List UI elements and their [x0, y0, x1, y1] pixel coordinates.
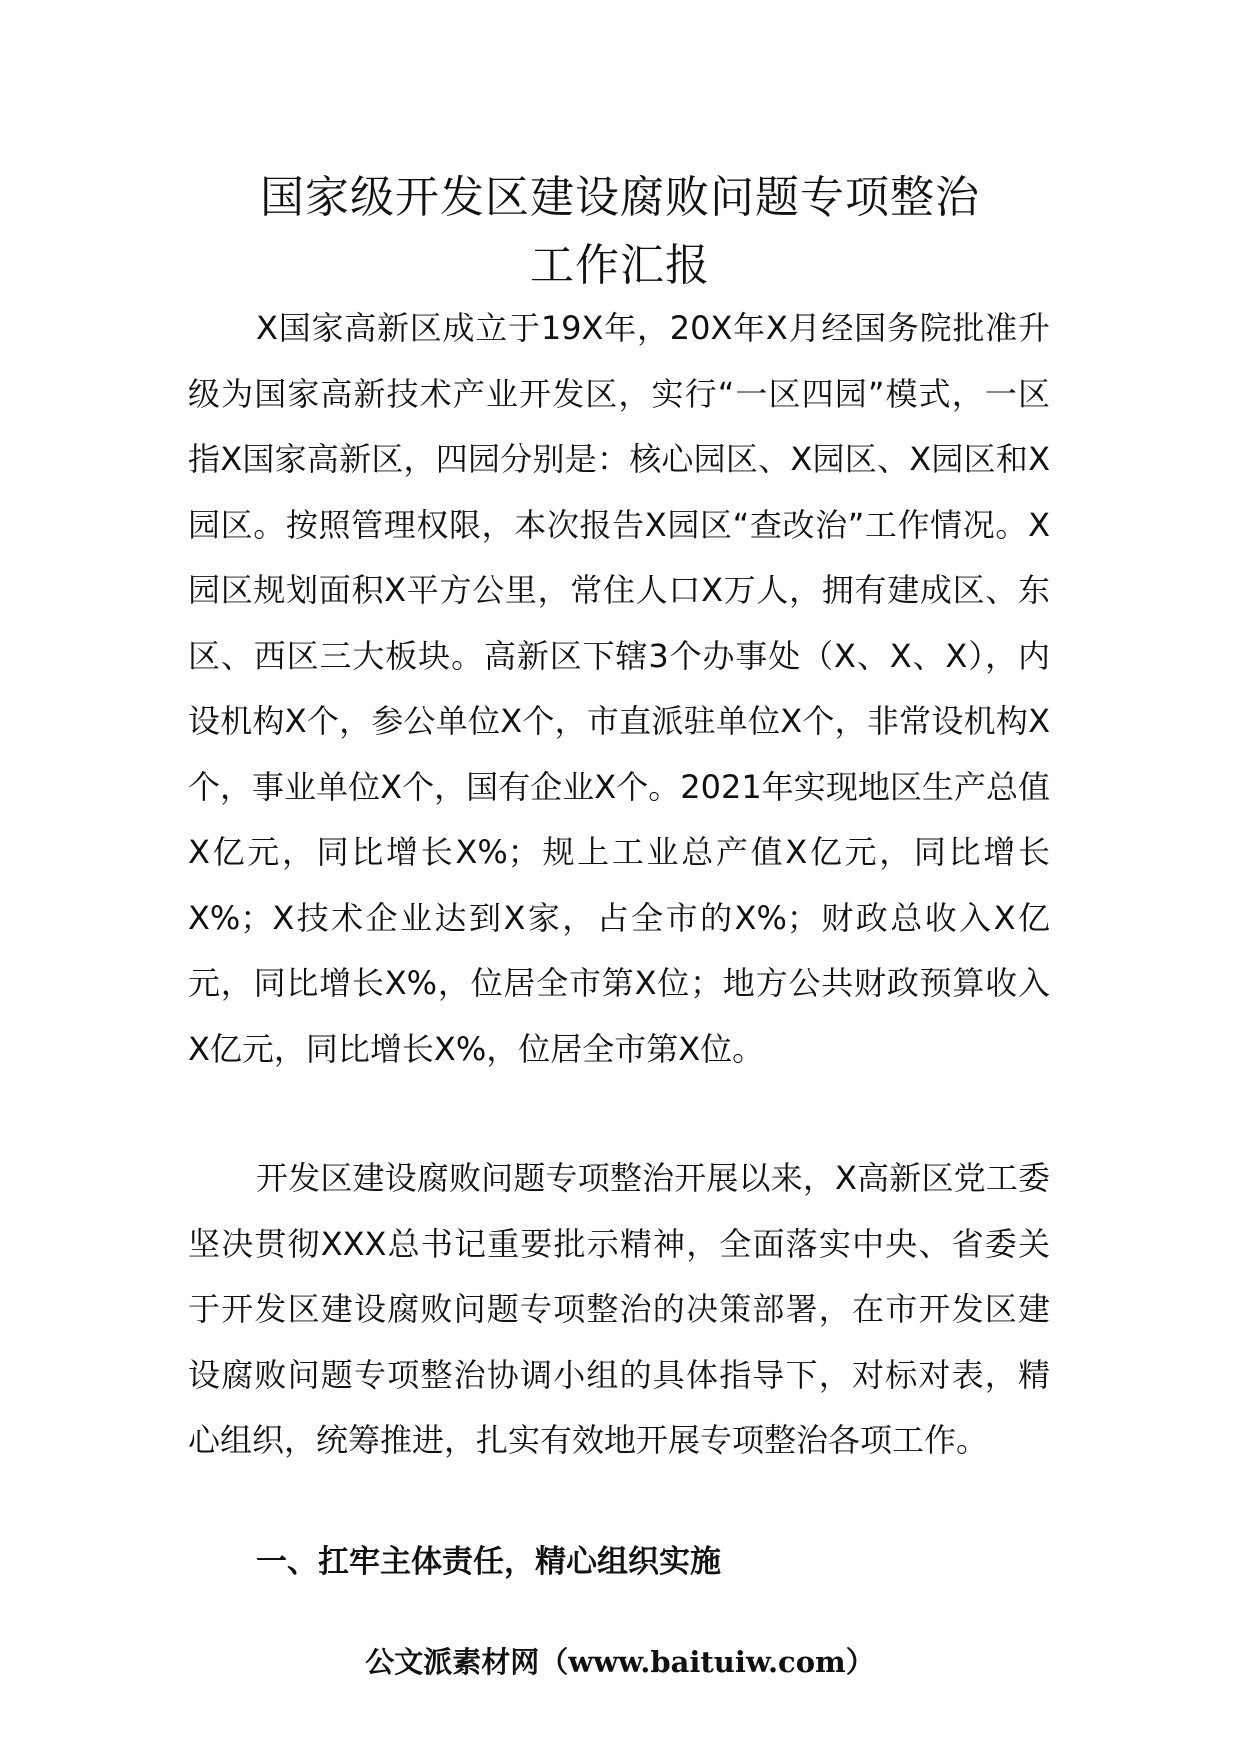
section-heading: 一、扛牢主体责任，精心组织实施 [256, 1544, 721, 1580]
paragraph-rectification: 开发区建设腐败问题专项整治开展以来，X高新区党工委坚决贯彻XXX总书记重要批示精神，全面落实中央、省委关于开发区建设腐败问题专项整治的决策部署，在市开发区建设腐败问题专项整治协调小组的具体指导下，对标对表，精心组织，统筹推进，扎实有效地开展专项整治各项工作。 [188, 1159, 1050, 1459]
document-title: 国家级开发区建设腐败问题专项整治 [260, 172, 980, 223]
document-title-line-2: 工作汇报 [530, 240, 710, 291]
paragraph-overview: X国家高新区成立于19X年，20X年X月经国务院批准升级为国家高新技术产业开发区，实行“一区四园”模式，一区指X国家高新区，四园分别是：核心园区、X园区、X园区和X园区。按照管理权限，本次报告X园区“查改治”工作情况。X园区规划面积X平方公里，常住人口X万人，拥有建成区、东区、西区三大板块。高新区下辖3个办事处（X、X、X），内设机构X个，参公单位X个，市直派驻单位X个，非常设机构X个，事业单位X个，国有企业X个。2021年实现地区生产总值X亿元，同比增长X%；规上工业总产值X亿元，同比增长X%；X技术企业达到X家，占全市的X%；财政总收入X亿元，同比增长X%，位居全市第X位；地方公共财政预算收入X亿元，同比增长X%，位居全市第X位。 [188, 309, 1050, 1068]
footer-watermark: 公文派素材网（www.baituiw.com） [365, 1645, 875, 1679]
